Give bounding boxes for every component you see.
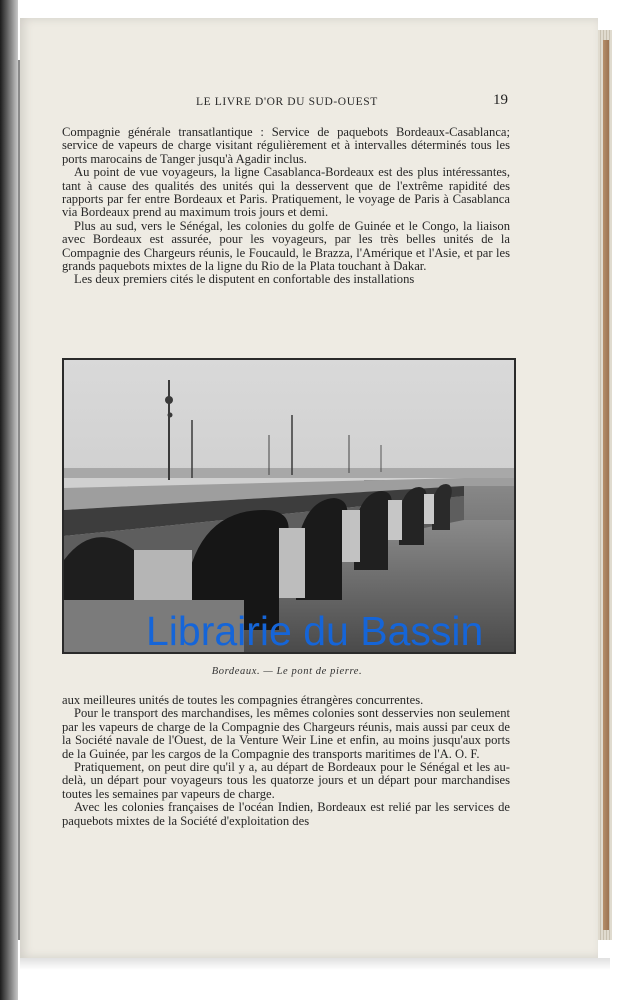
paragraph: Pratiquement, on peut dire qu'il y a, au départ de Bordeaux pour le Sénégal et les au-delà, un départ pour voyageurs tous les quatorze jours et un départ pour marchandises toutes les semaines par vapeurs de charge. bbox=[62, 760, 510, 801]
paragraph: Les deux premiers cités le disputent en confortable des installations bbox=[74, 272, 415, 287]
watermark-text: Librairie du Bassin bbox=[146, 608, 484, 654]
paragraph: Compagnie générale transatlantique : Service de paquebots Bordeaux-Casablanca; service de vapeurs de charge visitant régulièrement et à intervalles déterminés tous les ports marocains de Tanger jusqu'à Agadir inclus. bbox=[62, 125, 510, 166]
text-block-top bbox=[62, 126, 510, 287]
paragraph: Avec les colonies françaises de l'océan Indien, Bordeaux est relié par les services de paquebots mixtes de la Société d'exploitation des bbox=[62, 800, 510, 828]
paragraph: Plus au sud, vers le Sénégal, les colonies du golfe de Guinée et le Congo, la liaison avec Bordeaux est assurée, pour les voyageurs, par les très belles unités de la Compagnie des Chargeurs réunis, le Foucauld, le Brazza, l'Amérique et l'Asie, et par les grands paquebots mixtes de la ligne du Rio de la Plata touchant à Dakar. bbox=[62, 218, 510, 274]
paragraph: Au point de vue voyageurs, la ligne Casablanca-Bordeaux est des plus intéressantes, tant à cause des qualités des unités qui la desservent que de l'extrême rapidité des rapports par fer entre Bordeaux et Paris. Pratiquement, le voyage de Paris à Casablanca via Bordeaux prend au maximum trois jours et demi. bbox=[62, 165, 510, 220]
book-spine-shadow bbox=[0, 0, 18, 1000]
cover-edge bbox=[603, 40, 609, 930]
paragraph: Pour le transport des marchandises, les mêmes colonies sont desservies non seulement par les vapeurs de charge de la Compagnie des Chargeurs réunis, mais aussi par ceux de la Société navale de l'Ouest, de la Venture Weir Line et enfin, au moins jusqu'aux ports de la Guinée, par les cargos de la Compagnie des transports maritimes de l'A. O. F. bbox=[62, 706, 510, 761]
paragraph: aux meilleures unités de toutes les compagnies étrangères concurrentes. bbox=[62, 693, 424, 707]
figure-caption: Bordeaux. — Le pont de pierre. bbox=[211, 666, 363, 677]
page-number: 19 bbox=[493, 92, 508, 108]
running-title: LE LIVRE D'OR DU SUD-OUEST bbox=[196, 96, 378, 108]
page-shadow bbox=[20, 958, 610, 970]
text-block-bottom bbox=[62, 694, 510, 828]
